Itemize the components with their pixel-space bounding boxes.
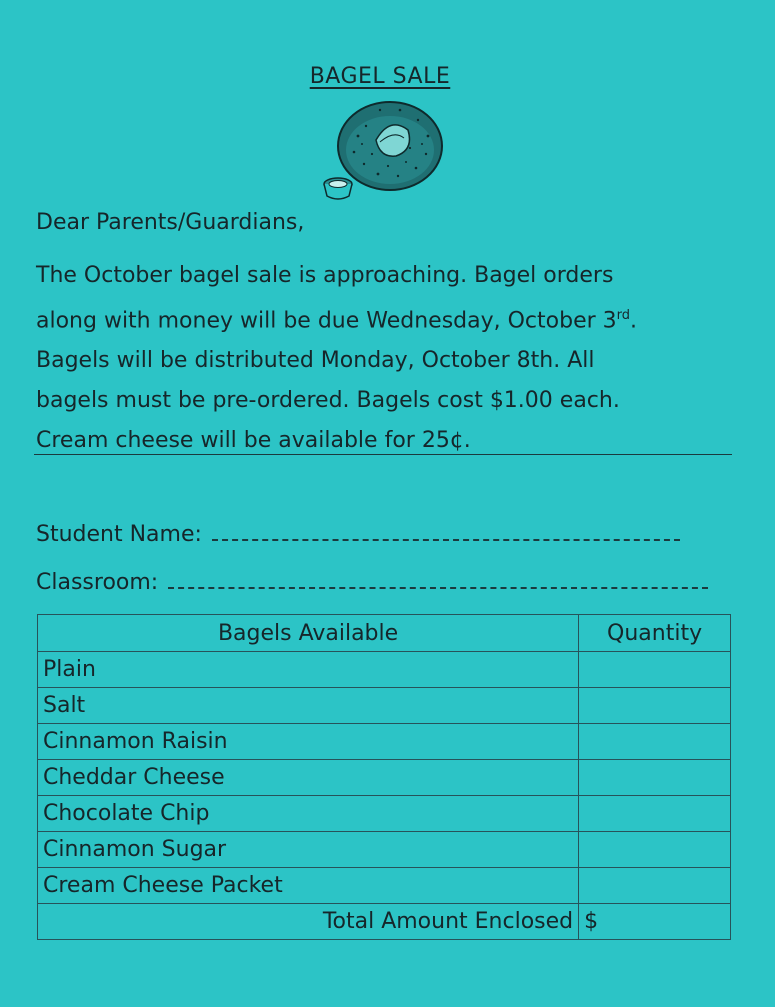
bagel-name-cell: Cinnamon Raisin bbox=[38, 724, 579, 760]
student-name-field[interactable] bbox=[36, 522, 680, 547]
bagel-name-cell: Chocolate Chip bbox=[38, 796, 579, 832]
announcement-line: along with money will be due Wednesday, October 3rd. bbox=[36, 308, 638, 334]
table-row bbox=[38, 724, 731, 760]
bagel-name-cell: Cheddar Cheese bbox=[38, 760, 579, 796]
header-bagels-available: Bagels Available bbox=[38, 615, 579, 652]
total-amount-cell[interactable]: $ bbox=[579, 904, 731, 940]
total-amount-label: Total Amount Enclosed bbox=[38, 904, 579, 940]
announcement-line: Cream cheese will be available for 25¢. bbox=[36, 428, 471, 454]
bagel-name-cell: Cream Cheese Packet bbox=[38, 868, 579, 904]
table-row bbox=[38, 832, 731, 868]
quantity-cell[interactable] bbox=[579, 868, 731, 904]
bagel-name-cell: Plain bbox=[38, 652, 579, 688]
student-name-label: Student Name: bbox=[36, 522, 202, 547]
section-divider bbox=[34, 454, 732, 455]
bagel-name-cell: Salt bbox=[38, 688, 579, 724]
announcement-line: The October bagel sale is approaching. Bagel orders bbox=[36, 263, 614, 288]
quantity-cell[interactable] bbox=[579, 652, 731, 688]
announcement-line: Bagels will be distributed Monday, October 8th. All bbox=[36, 348, 595, 374]
quantity-cell[interactable] bbox=[579, 760, 731, 796]
bagel-name-cell: Cinnamon Sugar bbox=[38, 832, 579, 868]
salutation: Dear Parents/Guardians, bbox=[36, 210, 305, 235]
classroom-label: Classroom: bbox=[36, 570, 159, 595]
table-row bbox=[38, 760, 731, 796]
table-row bbox=[38, 688, 731, 724]
quantity-cell[interactable] bbox=[579, 724, 731, 760]
table-row bbox=[38, 868, 731, 904]
page-title: BAGEL SALE bbox=[309, 64, 451, 89]
order-table bbox=[37, 614, 731, 940]
table-row bbox=[38, 796, 731, 832]
total-row bbox=[38, 904, 731, 940]
table-row bbox=[38, 652, 731, 688]
bagel-illustration-icon bbox=[318, 96, 448, 206]
quantity-cell[interactable] bbox=[579, 688, 731, 724]
announcement-line: bagels must be pre-ordered. Bagels cost $1.00 each. bbox=[36, 388, 620, 414]
classroom-blank[interactable] bbox=[168, 573, 708, 589]
classroom-field[interactable] bbox=[36, 570, 708, 595]
quantity-cell[interactable] bbox=[579, 832, 731, 868]
announcement-text bbox=[36, 256, 726, 461]
header-quantity: Quantity bbox=[579, 615, 731, 652]
student-name-blank[interactable] bbox=[212, 525, 680, 541]
table-header-row bbox=[38, 615, 731, 652]
quantity-cell[interactable] bbox=[579, 796, 731, 832]
